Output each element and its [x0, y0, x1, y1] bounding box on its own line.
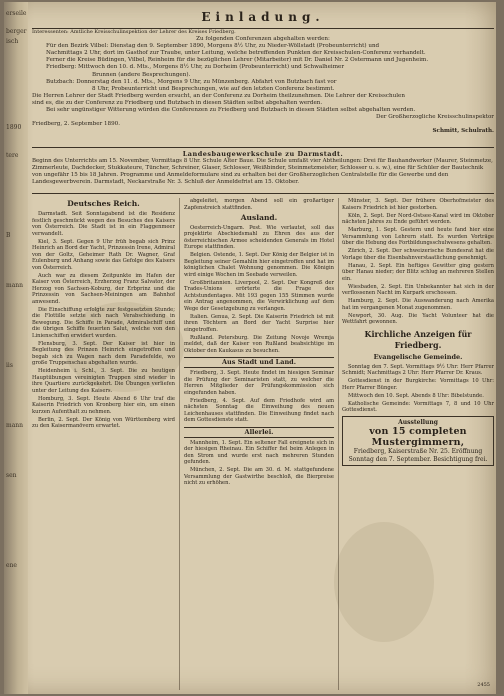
- column-ausland: [184, 198, 334, 690]
- notice-line: sind es, die zu der Conferenz zu Friedberg und Butzbach in diesen Städten selbst abgehalten werden.: [32, 99, 323, 106]
- notice-line: Zu folgenden Conferenzen abgehalten werden:: [196, 36, 330, 43]
- column-divider: [338, 198, 339, 690]
- edge-text: tere: [6, 152, 19, 159]
- article-paragraph: Friedberg, 3. Sept. Heute findet im hiesigen Seminar die Prüfung der Seminaristen statt, zu welcher die Herren Mitglieder der Prüfungskommission sich eingefunden haben.: [184, 370, 334, 396]
- article-paragraph: Italien. Genua, 2. Sept. Die Kaiserin Friedrich ist mit ihren Töchtern an Bord der Yacht Surprise hier eingetroffen.: [184, 313, 334, 333]
- edge-text: mann: [6, 282, 23, 289]
- edge-text: mann: [6, 422, 23, 429]
- article-paragraph: Friedberg, 4. Sept. Auf dem Friedhofe wird am nächsten Sonntag die Einweihung des neuen Leichenhauses stattfinden. Die Einweihung findet nach dem Gottesdienste statt.: [184, 397, 334, 423]
- article-paragraph: Wiesbaden, 2. Sept. Ein Unbekannter hat sich in der verflossenen Nacht im Kurpark erschossen.: [342, 283, 494, 296]
- announcement-title: Landesbaugewerkschule zu Darmstadt.: [182, 150, 344, 158]
- article-paragraph: Köln, 2. Sept. Der Nord-Ostsee-Kanal wird im Oktober nächsten Jahres zu Ende geführt werden.: [342, 212, 494, 225]
- school-announcement: [32, 151, 494, 194]
- article-paragraph: München, 2. Sept. Die am 30. d. M. stattgefundene Versammlung der Gastwirthe beschloß, die Bierpreise nicht zu erhöhen.: [184, 467, 334, 486]
- notice-line: Ferner die Kreise Büdingen, Vilbel, Reinheim für die bezüglichen Lehrer (Mitarbeiter) mit Dr. Daniel Nr. 2 Ostermann und Jugenheim.: [46, 57, 429, 64]
- article-paragraph: Flensburg, 3. Sept. Der Kaiser ist hier in Begleitung des Prinzen Heinrich eingetroffen und begab sich zu Wagen nach dem Paradefelde, wo große Truppenschau abgehalten wurde.: [32, 340, 175, 366]
- edge-text: ene: [6, 562, 17, 569]
- announcement-text: Beginn des Unterrichts am 15. November, Vormittags 8 Uhr. Schule Alter Baue. Die Schule umfaßt vier Abtheilungen: Drei für Bauhandwerker (Maurer, Steinmetze, Zimmerleute, Dachdecker, Stukkateure, Tüncher, Schreiner, Glaser, Schlosser, Weißbinder, Steinmetzmeister, Schlosser u. s. w.), eine für Schüler der Bautechnik von ungefähr 15 bis 18 Jahren. Programme und Anmeldeformulare sind zu erhalten bei der Großherzoglichen Centralstelle für die Gewerbe und den Landesgewerbverein. Darmstadt, Neckarstraße Nr. 3. Schluß der Anmeldefrist am 15. Oktober.: [32, 157, 493, 185]
- church-notice: Sonntag den 7. Sept. Vormittags 9½ Uhr: Herr Pfarrer Schmidt; Nachmittags 2 Uhr: Herr Pfarrer Dr. Kraus.: [342, 363, 494, 376]
- section-heading: Kirchliche Anzeigen für Friedberg.: [364, 328, 472, 350]
- ad-text: Friedberg, Kaiserstraße Nr. 25. Eröffnung Sonntag den 7. September. Besichtigung frei.: [348, 448, 488, 463]
- article-paragraph: Kiel, 3. Sept. Gegen 9 Uhr früh begab sich Prinz Heinrich an Bord der Yacht, Prinzessin Irene, Admiral von der Goltz, Geheimer Rath Dr. Wagner, Graf Eulenburg und Anhang sowie das Gefolge des Kaisers von Österreich.: [32, 238, 175, 271]
- article-paragraph: Hanau, 2. Sept. Ein heftiges Gewitter ging gestern über Hanau nieder; der Blitz schlug an mehreren Stellen ein.: [342, 262, 494, 282]
- article-paragraph: Oesterreich-Ungarn. Pest. Wie verlautet, soll das projektirte Abschiedsmahl zu Ehren des aus der österreichischen Armee scheidenden Generals im Hotel Europe stattfinden.: [184, 224, 334, 250]
- article-paragraph: Mannheim, 1. Sept. Ein seltener Fall ereignete sich in der hiesigen Rheinau. Ein Schiffer fiel beim Anlegen in den Strom und wurde erst nach mehreren Stunden gefunden.: [184, 439, 334, 465]
- notice-line: Butzbach: Donnerstag den 11. d. Mts., Morgens 9 Uhr, zu Münzenberg. Abfahrt von Butzbach fast vor: [46, 78, 337, 85]
- exhibition-advertisement: [342, 416, 494, 467]
- notice-date: Friedberg, 2. September 1890.: [32, 121, 120, 128]
- notice-signature-title: Der Großherzogliche Kreisschulinspektor: [375, 114, 494, 121]
- previous-page-edge: [4, 2, 28, 694]
- notice-line: Bei sehr ungünstiger Witterung würden die Conferenzen zu Friedberg und Butzbach in diesen Städten selbst abgehalten werden.: [46, 107, 416, 114]
- church-notice: Mittwoch den 10. Sept. Abends 8 Uhr: Bibelstunde.: [348, 392, 484, 399]
- edge-text: 1890: [6, 124, 22, 131]
- article-paragraph: Rußland. Petersburg. Die Zeitung Novoje Wremja meldet, daß der Kaiser von Rußland beabsichtige im Oktober den Kaukasus zu besuchen.: [184, 334, 334, 354]
- section-heading: Ausland.: [240, 212, 278, 222]
- notice-line: Friedberg: Mittwoch den 10. d. Mts., Morgens 8½ Uhr, zu Dorheim (Probeunterricht) und Schwalheimer: [46, 64, 344, 71]
- edge-text: isch: [6, 38, 19, 45]
- edge-text: B: [6, 232, 11, 239]
- notice-line: Für den Bezirk Vilbel: Dienstag den 9. September 1890, Morgens 8½ Uhr, zu Nieder-Wöllstadt (Probeunterricht) und: [46, 43, 380, 50]
- church-notice: Gottesdienst in der Burgkirche: Vormittags 10 Uhr: Herr Pfarrer Bünger.: [342, 378, 494, 391]
- newspaper-page: [4, 2, 496, 694]
- article-paragraph: Hamburg, 2. Sept. Die Auswanderung nach Amerika hat im vergangenen Monat zugenommen.: [342, 298, 494, 311]
- article-paragraph: Die Einschiffung erfolgte zur festgesetzten Stunde; die Flottille setzte sich nach Verabschiedung in Bewegung. Die Schiffe in Parade, Admiralschiff und die übrigen Schiffe feuerten Salut, welche von den Linienschiffen erwidert wurden.: [32, 306, 175, 339]
- article-paragraph: Auch war zu diesem Zeitpunkte im Hafen der Kaiser von Österreich, Erzherzog Franz Salvator, der Herzog von Sachsen-Koburg, der Erbprinz und die Prinzessin von Sachsen-Meiningen am Bahnhof anwesend.: [32, 272, 175, 305]
- page-content: [32, 6, 494, 692]
- article-paragraph: Darmstadt. Seit Sonntagabend ist die Residenz festlich geschmückt wegen des Besuches des Kaisers von Österreich. Die Stadt ist in ein Flaggenmeer verwandelt.: [32, 211, 175, 237]
- article-paragraph: Newport, 30. Aug. Die Yacht Volunteer hat die Wettfahrt gewonnen.: [342, 312, 494, 325]
- notice-line: Nachmittags 2 Uhr, dort im Gasthof zur Traube, unter Leitung, welche betreffenden Punkten der Kreisschulen-Conferenz verhandelt.: [46, 50, 426, 57]
- edge-text: berger: [6, 28, 27, 35]
- column-news-and-church: [342, 198, 494, 690]
- notice-line: Brunnen (andere Besprechungen).: [92, 71, 191, 78]
- notice-line: Interessenten: Amtliche Kreisschulinspektion der Lehrer des Kreises Friedberg.: [32, 29, 236, 35]
- article-paragraph: Heidenheim i. Schl., 3. Sept. Die zu heutigen Hauptübungen vereinigten Truppen sind wieder in ihre Quartiere zurückgekehrt. Die Übungen verliefen unter der Leitung des Kaisers.: [32, 368, 175, 394]
- article-paragraph: Großbritannien. Liverpool, 2. Sept. Der Kongreß der Trades-Unions erörterte die Frage des Achtstundentages. Mit 193 gegen 155 Stimmen wurde ein Antrag angenommen, die Verwirklichung auf dem Wege der Gesetzgebung zu verlangen.: [184, 279, 334, 312]
- edge-text: iis: [6, 362, 13, 369]
- article-paragraph: Münster, 3. Sept. Der frühere Oberhofmeister des Kaisers Friedrich ist hier gestorben.: [342, 198, 494, 211]
- notice-line: Die Herren Lehrer der Stadt Friedberg werden ersucht, an der Conferenz zu Dorheim theilzunehmen. Die Lehrer der Kreisschulen: [32, 92, 405, 99]
- church-notice: Katholische Gemeinde: Vormittags 7, 8 und 10 Uhr Gottesdienst.: [342, 400, 494, 413]
- article-paragraph: Homburg, 3. Sept. Heute Abend 6 Uhr traf die Kaiserin Friedrich von Kronberg hier ein, um einen kurzen Aufenthalt zu nehmen.: [32, 395, 175, 415]
- conference-notice: [32, 28, 494, 148]
- article-paragraph: abgeleitet, morgen Abend soll ein großartiger Zapfenstreich stattfinden.: [184, 198, 334, 211]
- section-heading: Aus Stadt und Land.: [184, 357, 334, 368]
- article-paragraph: Zürich, 2. Sept. Der schweizerische Bundesrat hat die Vorlage über die Eisenbahnverstaatlichung genehmigt.: [342, 248, 494, 261]
- notice-signature: Schmitt, Schulrath.: [432, 128, 494, 135]
- article-paragraph: Belgien. Ostende, 1. Sept. Der König der Belgier ist in Begleitung seiner Gemahlin hier eingetroffen und hat im königlichen Chalet Wohnung genommen. Die Königin wird einige Wochen im Seebade verweilen.: [184, 252, 334, 278]
- ad-heading: Ausstellung: [398, 418, 438, 426]
- column-divider: [179, 198, 180, 690]
- notice-line: 8 Uhr, Probeunterricht und Besprechungen, wie auf den letzten Conferenz bestimmt.: [92, 85, 335, 92]
- article-paragraph: Marburg, 1. Sept. Gestern und heute fand hier eine Versammlung von Lehrern statt. Es wurden Vorträge über die Hebung des Fortbildungsschulwesens gehalten.: [342, 227, 494, 246]
- page-footer-number: 2455: [477, 682, 490, 688]
- column-deutsches-reich: [32, 198, 175, 690]
- article-paragraph: Berlin, 2. Sept. Der König von Württemberg wird zu den Kaisermanövern erwartet.: [32, 416, 175, 429]
- section-heading: Allerlei.: [184, 427, 334, 438]
- edge-text: sen: [6, 472, 17, 479]
- section-heading: Deutsches Reich.: [67, 199, 140, 208]
- edge-text: erseile: [6, 10, 27, 17]
- page-title: Einladung.: [201, 10, 325, 24]
- ad-title: von 15 completen Mustergimmern,: [369, 426, 467, 448]
- subsection-heading: Evangelische Gemeinde.: [373, 352, 463, 361]
